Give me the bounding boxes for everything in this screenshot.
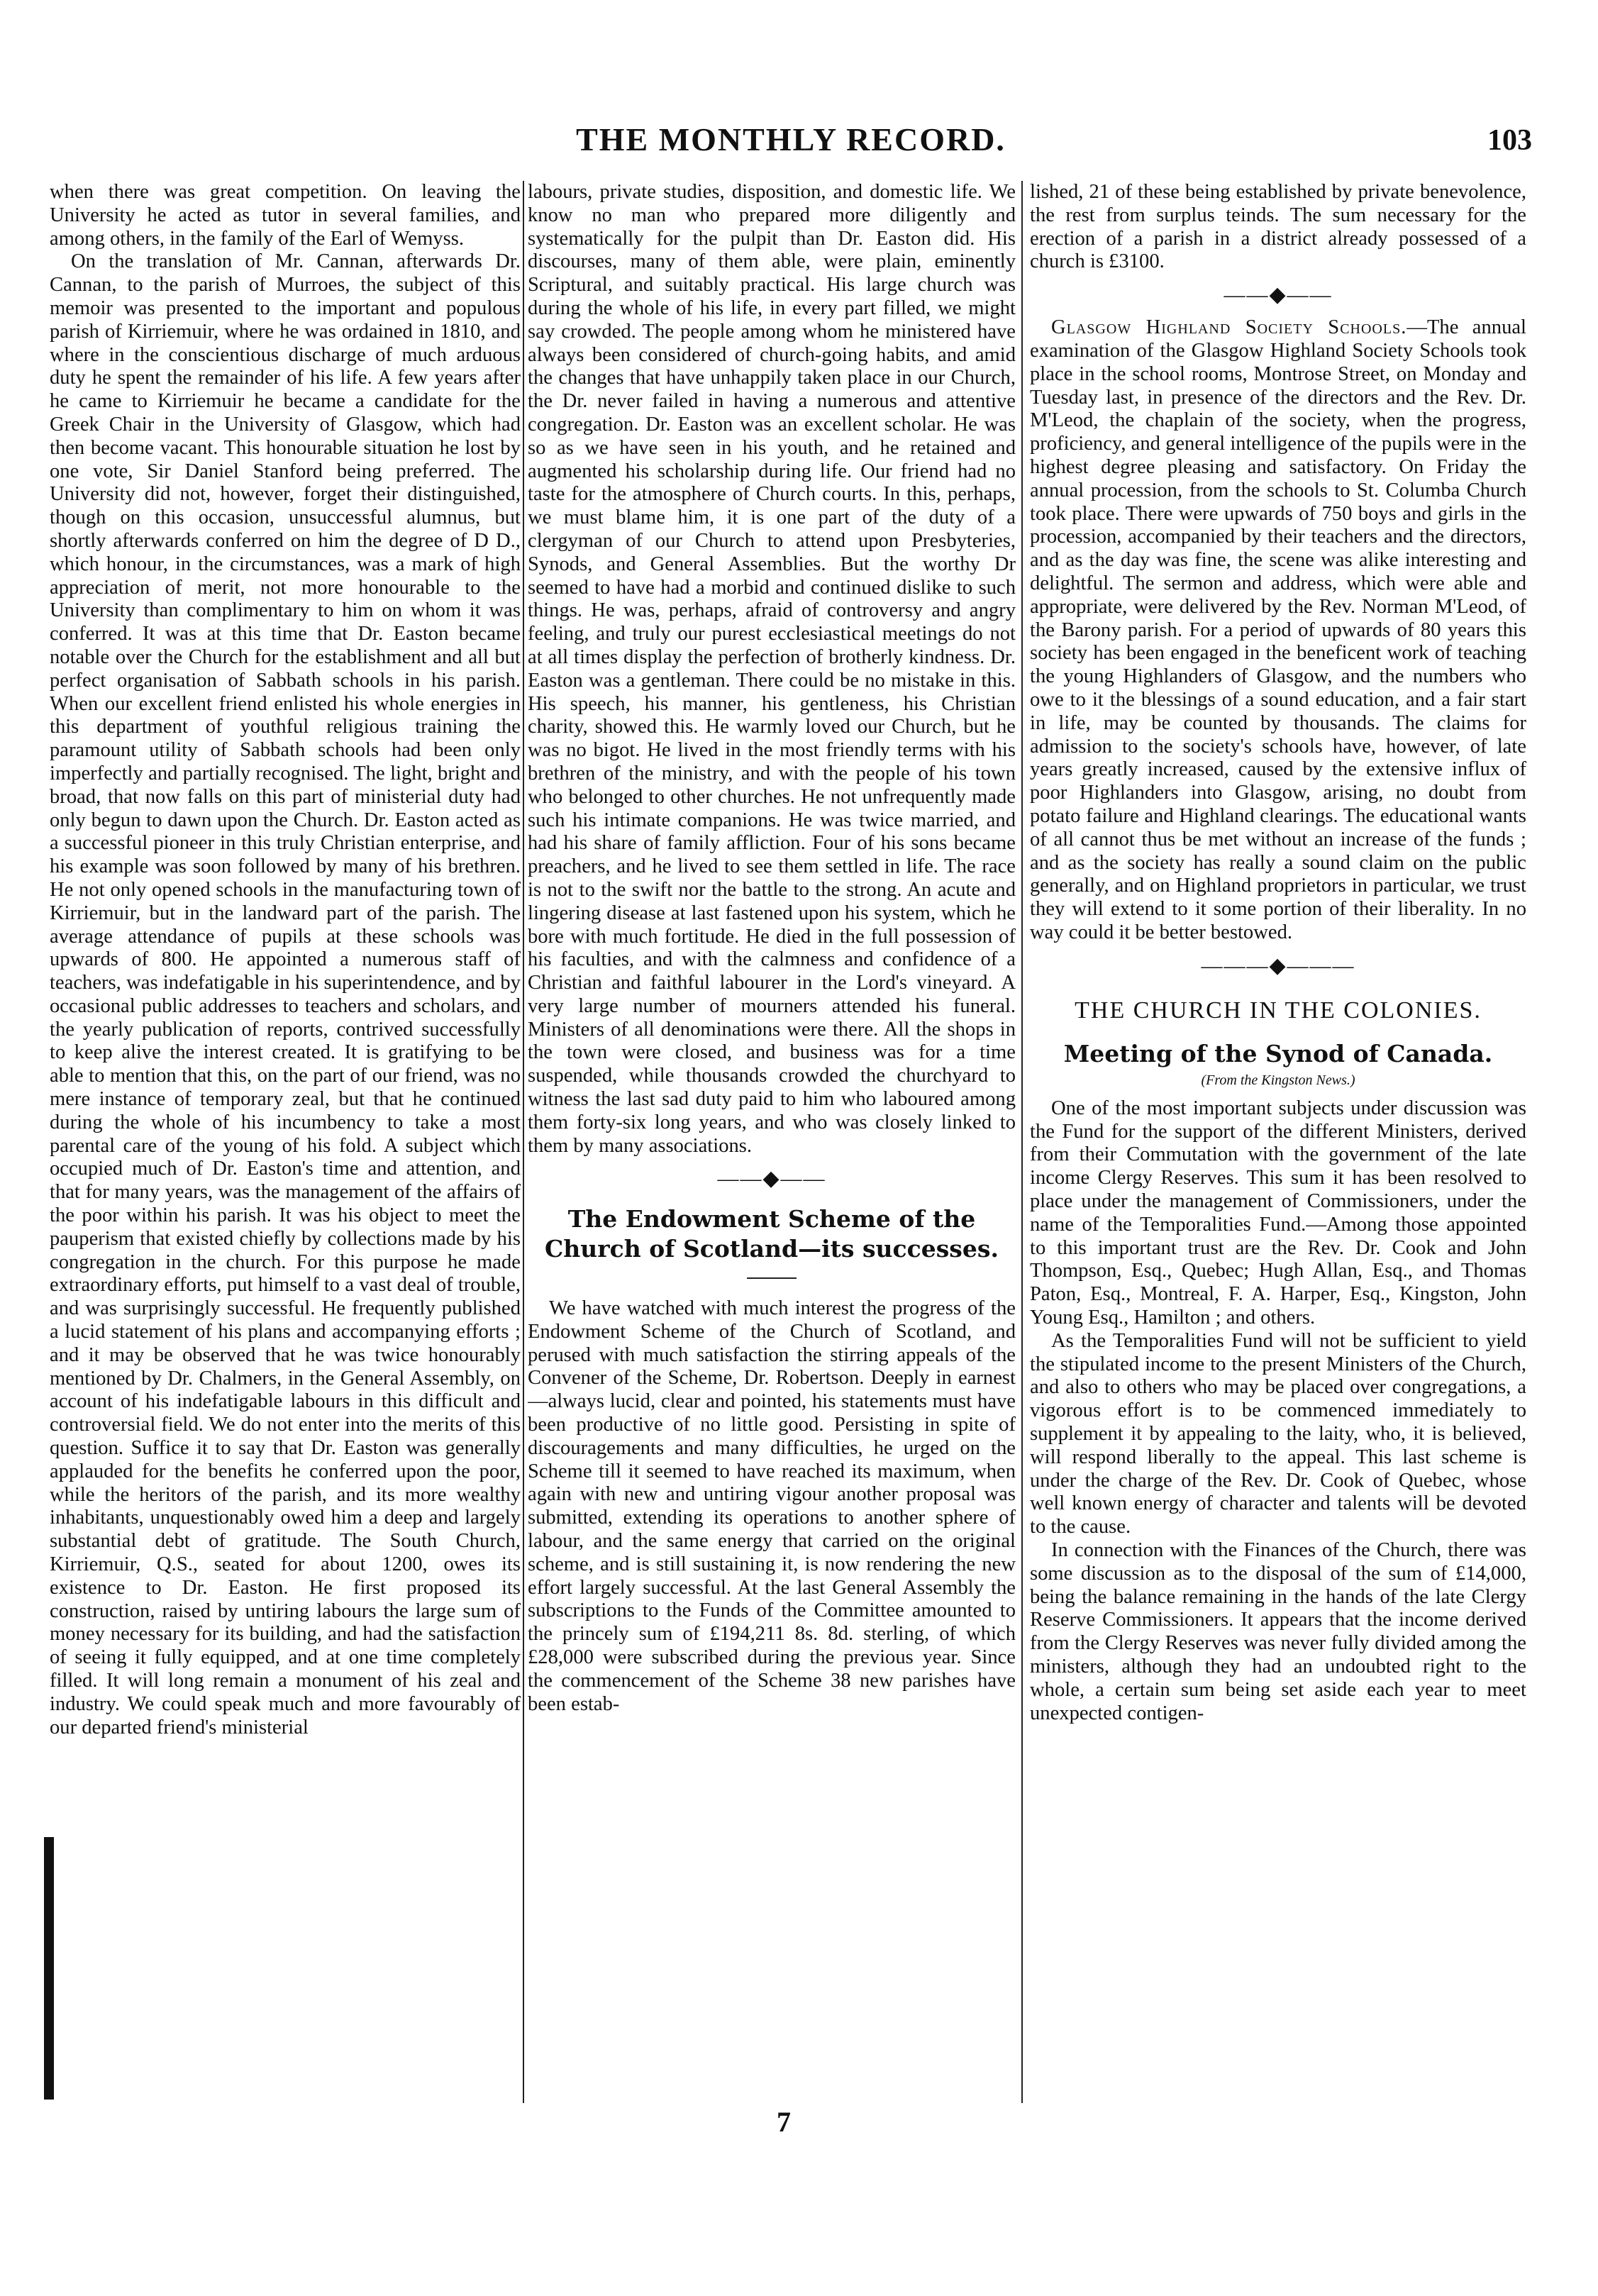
paragraph-glasgow-schools [1030, 316, 1526, 945]
paragraph: In connection with the Finances of the Church, there was some discussion as to the disposal of the sum of £14,000, being the balance remaining in the hands of the late Clergy Reserve Commissioners. It appears that the income derived from the Clergy Reserves was never fully divided among the ministers, although they had an undoubted right to the whole, a certain sum being set aside each year to meet unexpected contigen- [1030, 1539, 1526, 1724]
article-title-endowment: The Endowment Scheme of the Church of Scotland—its successes. [545, 1205, 999, 1263]
paragraph: As the Temporalities Fund will not be sufficient to yield the stipulated income to the present Ministers of the Church, and also to others who may be placed over congregations, a vigorous effort is to be commenced immediately to supplement it by appealing to the laity, who, it is believed, will respond liberally to the appeal. This last scheme is under the charge of the Rev. Dr. Cook of Quebec, whose well known energy of character and talents will be devoted to the cause. [1030, 1329, 1526, 1538]
ornament-divider: ——◆—— [717, 1167, 826, 1191]
column-rule-1 [523, 181, 524, 2103]
section-title-colonies: THE CHURCH IN THE COLONIES. [1075, 997, 1482, 1024]
column-3 [1030, 181, 1526, 2096]
column-rule-2 [1021, 181, 1023, 2103]
paragraph: On the translation of Mr. Cannan, afterwards Dr. Cannan, to the parish of Murroes, the subject of this memoir was presented to the important and populous parish of Kirriemuir, where he was ordained in 1810, and where in the conscientious discharge of much arduous duty he spent the remainder of his life. A few years after he came to Kirriemuir he became a candidate for the Greek Chair in the University of Glasgow, which had then become vacant. This honourable situation he lost by one vote, Sir Daniel Stanford being preferred. The University did not, however, forget their distinguished, though on this occasion, unsuccessful alumnus, but shortly afterwards conferred on him the degree of D D., which honour, in the circumstances, was a mark of high appreciation of merit, not more honourable to the University than complimentary to him on whom it was conferred. It was at this time that Dr. Easton became notable over the Church for the establishment and all but perfect organisation of Sabbath schools in his parish. When our excellent friend enlisted his whole energies in this department of youthful religious training the paramount utility of Sabbath schools had been only imperfectly and partially recognised. The light, bright and broad, that now falls on this part of ministerial duty had only begun to dawn upon the Church. Dr. Easton acted as a successful pioneer in this truly Christian enterprise, and his example was soon followed by many of his brethren. He not only opened schools in the manufacturing town of Kirriemuir, but in the landward part of the parish. The average attendance of pupils at these schools was upwards of 800. He appointed a numerous staff of teachers, was indefatigable in his superintendence, and by occasional public addresses to teachers and scholars, and the yearly publication of reports, contrived successfully to keep alive the interest created. It is gratifying to be able to mention that this, on the part of our friend, was no mere instance of temporary zeal, but that he continued during the whole of his incumbency to take a most parental care of the young of his fold. A subject which occupied much of Dr. Easton's time and attention, and that for many years, was the management of the affairs of the poor within his parish. It was his object to meet the pauperism that existed chiefly by collections made by his congregation in the church. For this purpose he made extraordinary efforts, put himself to a vast deal of trouble, and was surprisingly successful. He frequently published a lucid statement of his plans and accompanying efforts ; and it may be observed that he was twice honourably mentioned by Dr. Chalmers, in the General Assembly, on account of his indefatigable labours in this difficult and controversial field. We do not enter into the merits of this question. Suffice it to say that Dr. Easton was generally applauded for the benefits he conferred upon the poor, while the heritors of the parish, and its more wealthy inhabitants, unquestionably owed him a deep and largely substantial debt of gratitude. The South Church, Kirriemuir, Q.S., seated for about 1200, owes its existence to Dr. Easton. He first proposed its construction, raised by untiring labours the large sum of money necessary for its building, and had the satisfaction of seeing it fully equipped, and at one time completely filled. It will long remain a monument of his zeal and industry. We could speak much and more favourably of our departed friend's ministerial [50, 250, 521, 1738]
ornament-divider: ——◆—— [1224, 283, 1333, 307]
paragraph: when there was great competition. On leaving the University he acted as tutor in several families, and among others, in the family of the Earl of Wemyss. [50, 181, 521, 250]
article-source: (From the Kingston News.) [1201, 1072, 1355, 1088]
page-number: 103 [1487, 124, 1532, 157]
running-title: THE MONTHLY RECORD. [576, 121, 1006, 157]
paragraph: lished, 21 of these being established by private benevolence, the rest from surplus teinds. The sum necessary for the erection of a parish in a district already possessed of a church is £3100. [1030, 181, 1526, 273]
column-1 [50, 181, 521, 2096]
short-rule [747, 1277, 797, 1279]
signature-mark: 7 [777, 2106, 791, 2138]
article-title-synod: Meeting of the Synod of Canada. [1063, 1039, 1493, 1067]
paragraph-head: Glasgow Highland Society Schools. [1051, 316, 1407, 339]
paragraph: One of the most important subjects under discussion was the Fund for the support of the different Ministers, derived from their Commutation with the government of the late income Clergy Reserves. This sum it has been resolved to place under the management of Commissioners, under the name of the Temporalities Fund.—Among those appointed to this important trust are the Rev. Dr. Cook and John Thompson, Esq., Quebec; Hugh Allan, Esq., and Thomas Paton, Esq., Montreal, F. A. Harper, Esq., Kingston, John Young Esq., Hamilton ; and others. [1030, 1097, 1526, 1329]
paragraph-body: —The annual examination of the Glasgow Highland Society Schools took place in the school rooms, Montrose Street, on Monday and Tuesday last, in presence of the directors and the Rev. Dr. M'Leod, the chaplain of the society, when the progress, proficiency, and general intelligence of the pupils were in the highest degree pleasing and satisfactory. On Friday the annual procession, from the schools to St. Columba Church took place. There were upwards of 750 boys and girls in the procession, accompanied by their teachers and the directors, and as the day was fine, the scene was alike interesting and delightful. The sermon and address, which were able and appropriate, were delivered by the Rev. Norman M'Leod, of the Barony parish. For a period of upwards of 80 years this society has been engaged in the beneficent work of teaching the young Highlanders of Glasgow, and the numbers who owe to it the blessings of a sound education, and a fair start in life, may be counted by thousands. The claims for admission to the society's schools have, however, of late years greatly increased, caused by the extensive influx of poor Highlanders into Glasgow, arising, no doubt from potato failure and Highland clearings. The educational wants of all cannot thus be met without an increase of the funds ; and as the society has really a sound claim on the public generally, and on Highland proprietors in particular, we trust they will extend to it some portion of their liberality. In no way could it be better bestowed. [1030, 316, 1526, 943]
page-header [50, 121, 1532, 163]
paragraph: We have watched with much interest the progress of the Endowment Scheme of the Church of Scotland, and perused with much satisfaction the stirring appeals of the Convener of the Scheme, Dr. Robertson. Deeply in earnest—always lucid, clear and pointed, his statements must have been productive of no little good. Persisting in spite of discouragements and many difficulties, he urged on the Scheme till it seemed to have reached its maximum, when again with new and untiring vigour another proposal was submitted, extending its operations to another sphere of labour, and the same energy that carried on the original scheme, and is still sustaining it, is now rendering the new effort largely successful. At the last General Assembly the subscriptions to the Funds of the Committee amounted to the princely sum of £194,211 8s. 8d. sterling, of which £28,000 were subscribed during the previous year. Since the commencement of the Scheme 38 new parishes have been estab- [528, 1297, 1016, 1715]
ornament-divider: ———◆——— [1201, 953, 1355, 977]
paragraph: labours, private studies, disposition, and domestic life. We know no man who prepared more diligently and systematically for the pulpit than Dr. Easton did. His discourses, many of them able, were plain, eminently Scriptural, and suitably practical. His large church was during the whole of his life, in every part filled, we might say crowded. The people among whom he ministered have always been considered of church-going habits, and amid the changes that have unhappily taken place in our Church, the Dr. never failed in having a numerous and attentive congregation. Dr. Easton was an excellent scholar. He was so as we have seen in his youth, and he retained and augmented his scholarship during life. Our friend had no taste for the atmosphere of Church courts. In this, perhaps, we must blame him, it is one part of the duty of a clergyman of our Church to attend upon Presbyteries, Synods, and General Assemblies. But the worthy Dr seemed to have had a morbid and continued dislike to such things. He was, perhaps, afraid of controversy and angry feeling, and truly our purest ecclesiastical meetings do not at all times display the perfection of brotherly kindness. Dr. Easton was a gentleman. There could be no mistake in this. His speech, his manner, his gentleness, his Christian charity, showed this. He warmly loved our Church, but he was no bigot. He lived in the most friendly terms with his brethren of the ministry, and with the people of his town who belonged to other churches. He not unfrequently made such his intimate companions. He was twice married, and had his share of family affliction. Four of his sons became preachers, and he lived to see them settled in life. The race is not to the swift nor the battle to the strong. An acute and lingering disease at last fastened upon his system, which he bore with much fortitude. He died in the full possession of his faculties, and with the calmness and confidence of a Christian and faithful labourer in the Lord's vineyard. A very large number of mourners attended his funeral. Ministers of all denominations were there. All the shops in the town were closed, and business was for a time suspended, while thousands crowded the churchyard to witness the last sad duty paid to him who laboured among them forty-six long years, and who was closely linked to them by many associations. [528, 181, 1016, 1157]
column-2 [528, 181, 1016, 2096]
